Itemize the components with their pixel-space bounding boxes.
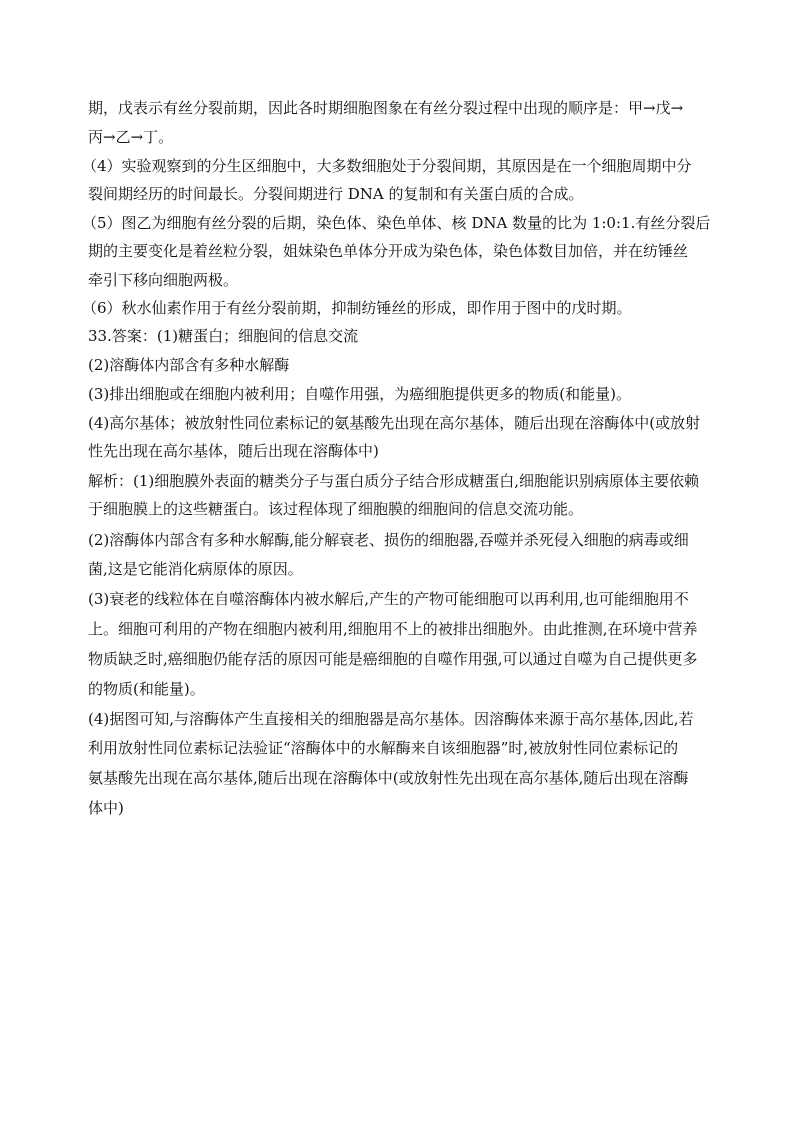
analysis-heading: 解析：(1)细胞膜外表面的糖类分子与蛋白质分子结合形成糖蛋白,细胞能识别病原体主要依赖 — [88, 472, 700, 490]
text-line: 裂间期经历的时间最长。分裂间期进行 DNA 的复制和有关蛋白质的合成。 — [88, 185, 584, 203]
text-line: 物质缺乏时,癌细胞仍能存活的原因可能是癌细胞的自噬作用强,可以通过自噬为自己提供更多 — [88, 650, 698, 668]
text-line: 上。细胞可利用的产物在细胞内被利用,细胞用不上的被排出细胞外。由此推测,在环境中营养 — [88, 620, 698, 638]
text-line: (4)据图可知,与溶酶体产生直接相关的细胞器是高尔基体。因溶酶体来源于高尔基体,因此,若 — [88, 710, 694, 728]
text-line: 丙→乙→丁。 — [88, 128, 174, 146]
text-line: (3)衰老的线粒体在自噬溶酶体内被水解后,产生的产物可能细胞可以再利用,也可能细胞用不 — [88, 590, 689, 608]
text-line: 期的主要变化是着丝粒分裂，姐妹染色单体分开成为染色体，染色体数目加倍，并在纺锤丝 — [88, 242, 689, 260]
text-line: 的物质(和能量)。 — [88, 680, 205, 698]
text-line: (2)溶酶体内部含有多种水解酶 — [88, 356, 290, 374]
text-line: 牵引下移向细胞两极。 — [88, 271, 239, 289]
text-line: 于细胞膜上的这些糖蛋白。该过程体现了细胞膜的细胞间的信息交流功能。 — [88, 500, 584, 518]
text-line: （6）秋水仙素作用于有丝分裂前期，抑制纺锤丝的形成，即作用于图中的戊时期。 — [82, 299, 632, 317]
text-line: （4）实验观察到的分生区细胞中，大多数细胞处于分裂间期，其原因是在一个细胞周期中分 — [82, 157, 692, 175]
text-line: 体中) — [88, 799, 124, 817]
text-line: 利用放射性同位素标记法验证“溶酶体中的水解酶来自该细胞器”时,被放射性同位素标记的 — [88, 739, 679, 757]
text-line: (3)排出细胞或在细胞内被利用；自噬作用强，为癌细胞提供更多的物质(和能量)。 — [88, 385, 631, 403]
text-line: 期，戊表示有丝分裂前期，因此各时期细胞图象在有丝分裂过程中出现的顺序是：甲→戊→ — [88, 99, 684, 117]
text-line: （5）图乙为细胞有丝分裂的后期，染色体、染色单体、核 DNA 数量的比为 1:0:1.有丝分裂后 — [82, 214, 711, 232]
text-line: (4)高尔基体；被放射性同位素标记的氨基酸先出现在高尔基体，随后出现在溶酶体中(或放射 — [88, 414, 701, 432]
text-line: 氨基酸先出现在高尔基体,随后出现在溶酶体中(或放射性先出现在高尔基体,随后出现在溶酶 — [88, 769, 689, 787]
text-line: (2)溶酶体内部含有多种水解酶,能分解衰老、损伤的细胞器,吞噬并杀死侵入细胞的病毒或细 — [88, 531, 689, 549]
answer-heading: 33.答案：(1)糖蛋白；细胞间的信息交流 — [88, 327, 359, 345]
text-line: 性先出现在高尔基体，随后出现在溶酶体中) — [88, 442, 379, 460]
text-line: 菌,这是它能消化病原体的原因。 — [88, 560, 303, 578]
